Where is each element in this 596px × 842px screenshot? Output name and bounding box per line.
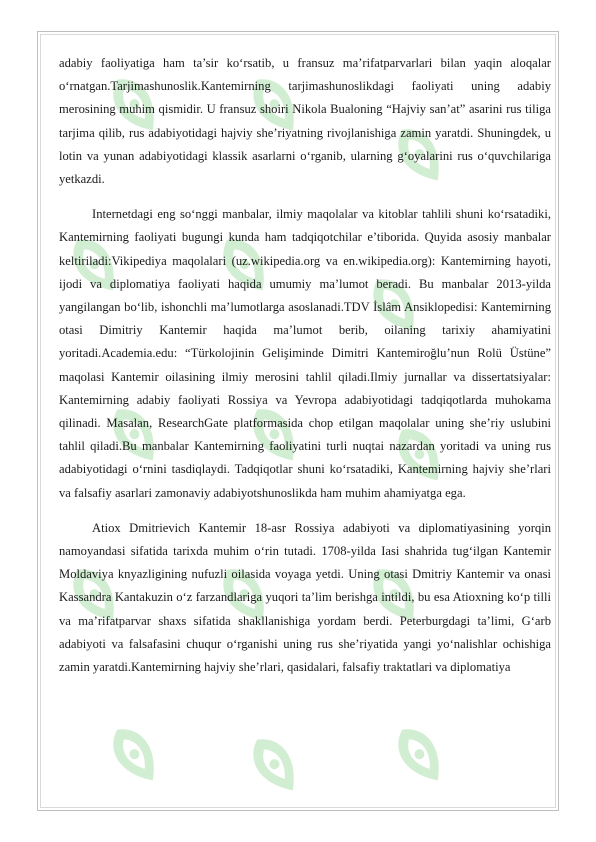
paragraph-3: Atiox Dmitrievich Kantemir 18-asr Rossiya adabiyoti va diplomatiyasining yorqin namoyandasi sifatida tarixda muhim o‘rin tutadi. 1708-yilda Iasi shahrida tug‘ilgan Kantemir Moldaviya knyazligining nufuzli oilasida voyaga yetdi. Uning otasi Dmitriy Kantemir va onasi Kassandra Kantakuzin o‘z farzandlariga yuqori ta’lim berishga intildi, bu esa Atioxning ko‘p tilli va ma’rifatparvar shaxs sifatida shakllanishiga yordam berdi. Peterburgdagi ta’limi, G‘arb adabiyoti va falsafasini chuqur o‘rganishi uning rus she’riyatida yangi yo‘nalishlar ochishiga zamin yaratdi.Kantemirning hajviy she’rlari, qasidalari, falsafiy traktatlari va diplomatiya [59, 520, 551, 675]
paragraph-1: adabiy faoliyatiga ham ta’sir ko‘rsatib, u fransuz ma’rifatparvarlari bilan yaqin aloqalar o‘rnatgan.Tarjimashunoslik.Kantemirning tarjimashunoslikdagi faoliyati uning adabiy merosining muhim qismidir. U fransuz shoiri Nikola Bualoning “Hajviy san’at” asarini rus tiliga tarjima qilib, rus adabiyotidagi hajviy she’riyatning rivojlanishiga zamin yaratdi. Shuningdek, u lotin va yunan adabiyotidagi klassik asarlarni o‘rganib, ularning g‘oyalarini rus o‘quvchilariga yetkazdi. [59, 56, 551, 187]
document-body [59, 52, 551, 691]
paragraph-2: Internetdagi eng so‘nggi manbalar, ilmiy maqolalar va kitoblar tahlili shuni ko‘rsatadiki, Kantemirning faoliyati bugungi kunda ham tadqiqotchilar e’tiborida. Quyida asosiy manbalar keltiriladi:Vikipediya maqolalari (uz.wikipedia.org va en.wikipedia.org): Kantemirning hayoti, ijodi va diplomatiya faoliyati haqida umumiy ma’lumot beradi. Bu manbalar 2013-yilda yangilangan bo‘lib, ishonchli ma’lumotlarga asoslanadi.TDV İslâm Ansiklopedisi: Kantemirning otasi Dimitriy Kantemir haqida ma’lumot berib, oilaning tarixiy ahamiyatini yoritadi.Academia.edu: “Türkolojinin Gelişiminde Dimitri Kantemiroğlu’nun Rolü Üstüne” maqolasi Kantemir oilasining ilmiy merosini tahlil qiladi.Ilmiy jurnallar va dissertatsiyalar: Kantemirning adabiy faoliyati Rossiya va Yevropa adabiyotidagi tadqiqotlarda muhokama qilinadi. Masalan, ResearchGate platformasida chop etilgan maqolalar uning she’riy uslubini tahlil qiladi.Bu manbalar Kantemirning faoliyatini turli nuqtai nazardan yoritadi va uning rus adabiyotidagi o‘rnini tasdiqlaydi. Tadqiqotlar shuni ko‘rsatadiki, Kantemirning hajviy she’rlari va falsafiy asarlari zamonaviy adabiyotshunoslikda ham muhim ahamiyatga ega. [59, 207, 551, 500]
